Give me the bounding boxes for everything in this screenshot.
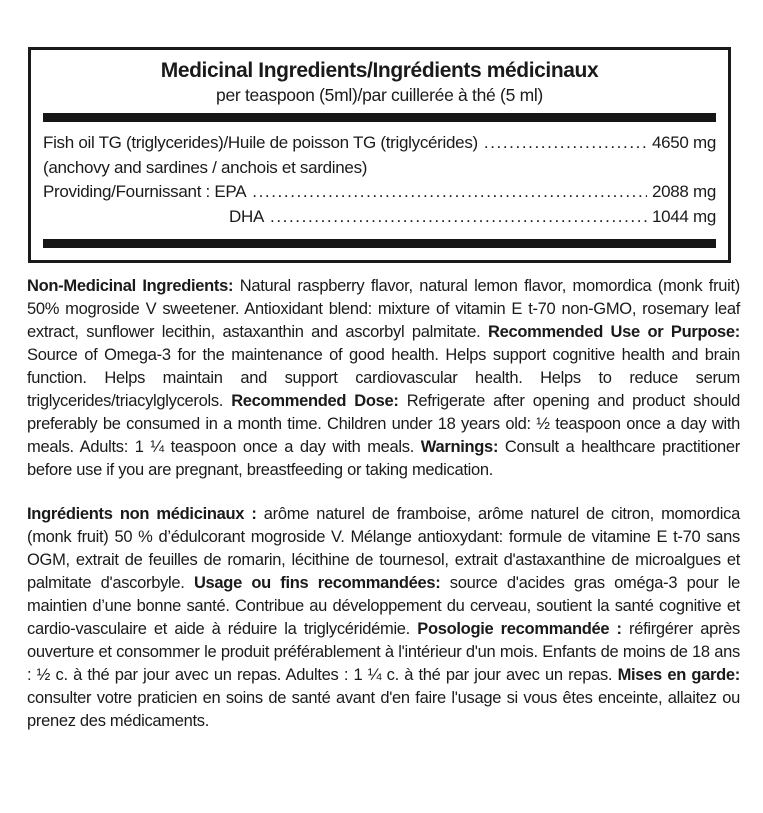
medicinal-ingredients-panel bbox=[28, 47, 731, 263]
text-run: Natural raspberry flavor, natural lemon flavor, momordica (monk fruit) 50% mogroside V sweetener. Antioxidant blend: mixture of vitamin E t-70 non-GMO, rosemary leaf extract, sunflower lecithin, astaxanthin and ascorbyl palmitate. bbox=[27, 277, 740, 341]
ingredient-row-epa bbox=[43, 180, 716, 205]
text-run: source d'acides gras oméga-3 pour le maintien d’une bonne santé. Contribue au développement du cerveau, soutient la santé cognitive et cardio-vasculaire et aide à réduire la triglycéridémie. bbox=[27, 574, 741, 638]
heading-ingredients-non-medicinaux: Ingrédients non médicinaux : bbox=[27, 505, 257, 523]
ingredient-row-dha bbox=[43, 205, 716, 230]
ingredient-row-source-species bbox=[43, 156, 716, 181]
serving-size: per teaspoon (5ml)/par cuillerée à thé (5 ml) bbox=[216, 85, 543, 105]
heading-warnings: Warnings: bbox=[420, 438, 499, 456]
ingredients-paragraph-fr bbox=[27, 503, 740, 733]
heading-recommended-use: Recommended Use or Purpose: bbox=[488, 323, 740, 341]
text-run: réfirgérer après ouverture et consommer le produit préférablement à l'intérieur d'un mois. Enfants de moins de 18 ans : ½ c. à thé par jour avec un repas. Adultes : 1 ¼ c. à thé par jour avec un repas. bbox=[27, 620, 740, 684]
ingredient-amount: 2088 mg bbox=[651, 182, 716, 201]
dot-leader bbox=[270, 205, 647, 230]
ingredient-row-fish-oil bbox=[43, 131, 716, 156]
ingredient-label: Fish oil TG (triglycerides)/Huile de poisson TG (triglycérides) bbox=[43, 133, 478, 152]
heading-non-medicinal-ingredients: Non-Medicinal Ingredients: bbox=[27, 277, 234, 295]
non-medicinal-ingredients-paragraph-en bbox=[27, 275, 740, 482]
ingredient-label: Providing/Fournissant : EPA bbox=[43, 182, 247, 201]
dot-leader bbox=[252, 180, 647, 205]
ingredient-amount: 4650 mg bbox=[651, 133, 716, 152]
divider-bar-top bbox=[43, 113, 716, 122]
text-run: arôme naturel de framboise, arôme naturel de citron, momordica (monk fruit) 50 % d’édulcorant mogroside V. Mélange antioxydant: formule de vitamine E t-70 sans OGM, extrait de feuilles de romarin, lécithine de tournesol, extrait d'astaxanthine de microalgues et palmitate d'ascorbyle. bbox=[27, 505, 740, 592]
panel-title: Medicinal Ingredients/Ingrédients médicinaux bbox=[160, 59, 599, 82]
text-run: Source of Omega-3 for the maintenance of good health. Helps support cognitive health and brain function. Helps maintain and support cardiovascular health. Helps to reduce serum triglycerides/triacylglycerols. bbox=[27, 346, 740, 410]
heading-mises-en-garde: Mises en garde: bbox=[617, 666, 740, 684]
text-run: Refrigerate after opening and product should preferably be consumed in a month time. Children under 18 years old: ½ teaspoon once a day with meals. Adults: 1 ¼ teaspoon once a day with meals. bbox=[27, 392, 741, 456]
text-run: consulter votre praticien en soins de santé avant d'en faire l'usage si vous êtes enceinte, allaitez ou prenez des médicaments. bbox=[27, 689, 740, 730]
dot-leader bbox=[484, 131, 647, 156]
ingredient-label: DHA bbox=[229, 206, 264, 226]
heading-usage-ou-fins: Usage ou fins recommandées: bbox=[193, 574, 441, 592]
heading-recommended-dose: Recommended Dose: bbox=[231, 392, 399, 410]
ingredient-amount: 1044 mg bbox=[651, 206, 716, 226]
heading-posologie: Posologie recommandée : bbox=[417, 620, 622, 638]
text-run: Consult a healthcare practitioner before use if you are pregnant, breastfeeding or taking medication. bbox=[27, 438, 740, 479]
ingredient-label: (anchovy and sardines / anchois et sardines) bbox=[43, 157, 368, 177]
divider-bar-bottom bbox=[43, 239, 716, 248]
